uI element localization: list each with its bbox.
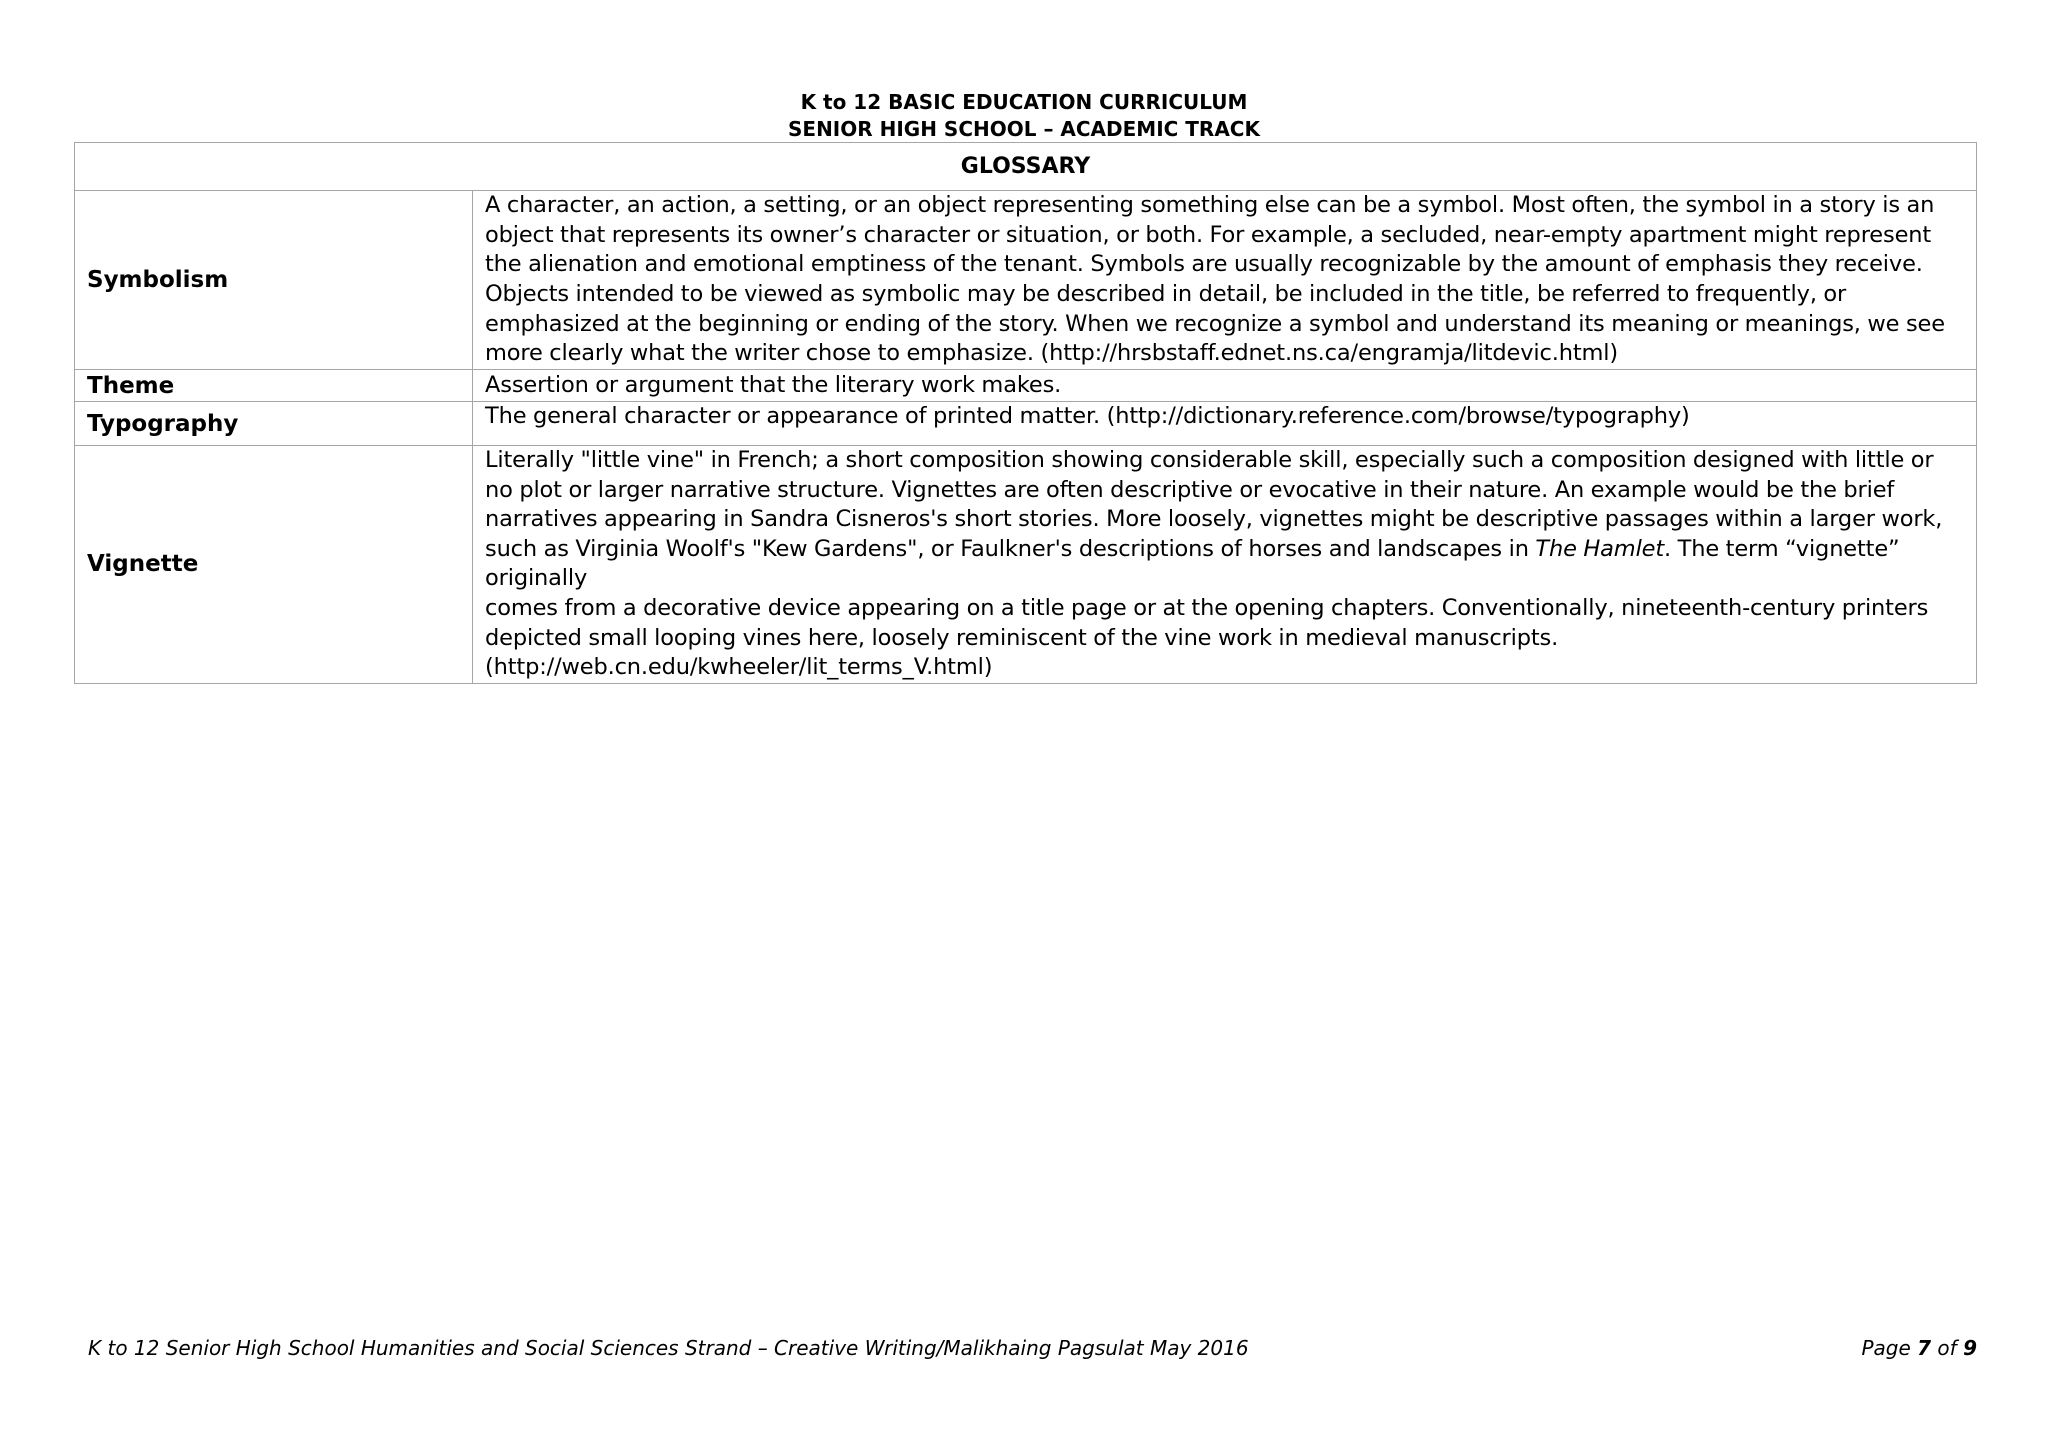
glossary-definition: A character, an action, a setting, or an object representing something else can be a symbol. Most often, the symbol in a story is an object that represents its owner’s character or situation, or both. For example, a secluded, near-empty apartment might represent the alienation and emotional emptiness of the tenant. Symbols are usually recognizable by the amount of emphasis they receive. Objects intended to be viewed as symbolic may be described in detail, be included in the title, be referred to frequently, or emphasized at the beginning or ending of the story. When we recognize a symbol and understand its meaning or meanings, we see more clearly what the writer chose to emphasize. (http://hrsbstaff.ednet.ns.ca/engramja/litdevic.html) <box>473 191 1977 370</box>
glossary-row-theme <box>75 370 1977 402</box>
work-title: The Hamlet <box>1535 535 1665 562</box>
glossary-term: Vignette <box>75 446 473 684</box>
page-separator: of <box>1931 1336 1964 1360</box>
glossary-term: Typography <box>75 402 473 446</box>
definition-text: . The term “vignette” originally <box>485 535 1900 592</box>
footer-document-title: K to 12 Senior High School Humanities and Social Sciences Strand – Creative Writing/Malikhaing Pagsulat May 2016 <box>88 1336 1249 1360</box>
page-label: Page <box>1861 1336 1918 1360</box>
glossary-row-vignette <box>75 446 1977 684</box>
glossary-row-symbolism <box>75 191 1977 370</box>
glossary-title-row <box>75 143 1977 191</box>
definition-paragraph: comes from a decorative device appearing on a title page or at the opening chapters. Conventionally, nineteenth-century printers depicted small looping vines here, loosely reminiscent of the vine work in medieval manuscripts. <box>485 594 1929 651</box>
document-header <box>0 89 2048 143</box>
glossary-term: Symbolism <box>75 191 473 370</box>
glossary-title: GLOSSARY <box>75 143 1977 191</box>
page-number <box>1861 1336 1977 1360</box>
glossary-definition: Assertion or argument that the literary work makes. <box>473 370 1977 402</box>
definition-source: (http://web.cn.edu/kwheeler/lit_terms_V.html) <box>485 654 993 681</box>
definition-text: Literally "little vine" in French; a short composition showing considerable skill, especially such a composition designed with little or no plot or larger narrative structure. Vignettes are often descriptive or evocative in their nature. An example would be the brief narratives appearing in Sandra Cisneros's short stories. More loosely, vignettes might be descriptive passages within a larger work, such as Virginia Woolf's "Kew Gardens", or Faulkner's descriptions of horses and landscapes in <box>485 447 1943 562</box>
definition-paragraph <box>485 446 1964 594</box>
glossary-definition: The general character or appearance of printed matter. (http://dictionary.reference.com/browse/typography) <box>473 402 1977 446</box>
glossary-definition <box>473 446 1977 684</box>
total-pages: 9 <box>1963 1336 1977 1360</box>
glossary-term: Theme <box>75 370 473 402</box>
curriculum-title: K to 12 BASIC EDUCATION CURRICULUM <box>800 90 1248 114</box>
current-page: 7 <box>1917 1336 1932 1360</box>
glossary-table <box>74 142 1977 684</box>
glossary-row-typography <box>75 402 1977 446</box>
track-subtitle: SENIOR HIGH SCHOOL – ACADEMIC TRACK <box>788 117 1260 141</box>
